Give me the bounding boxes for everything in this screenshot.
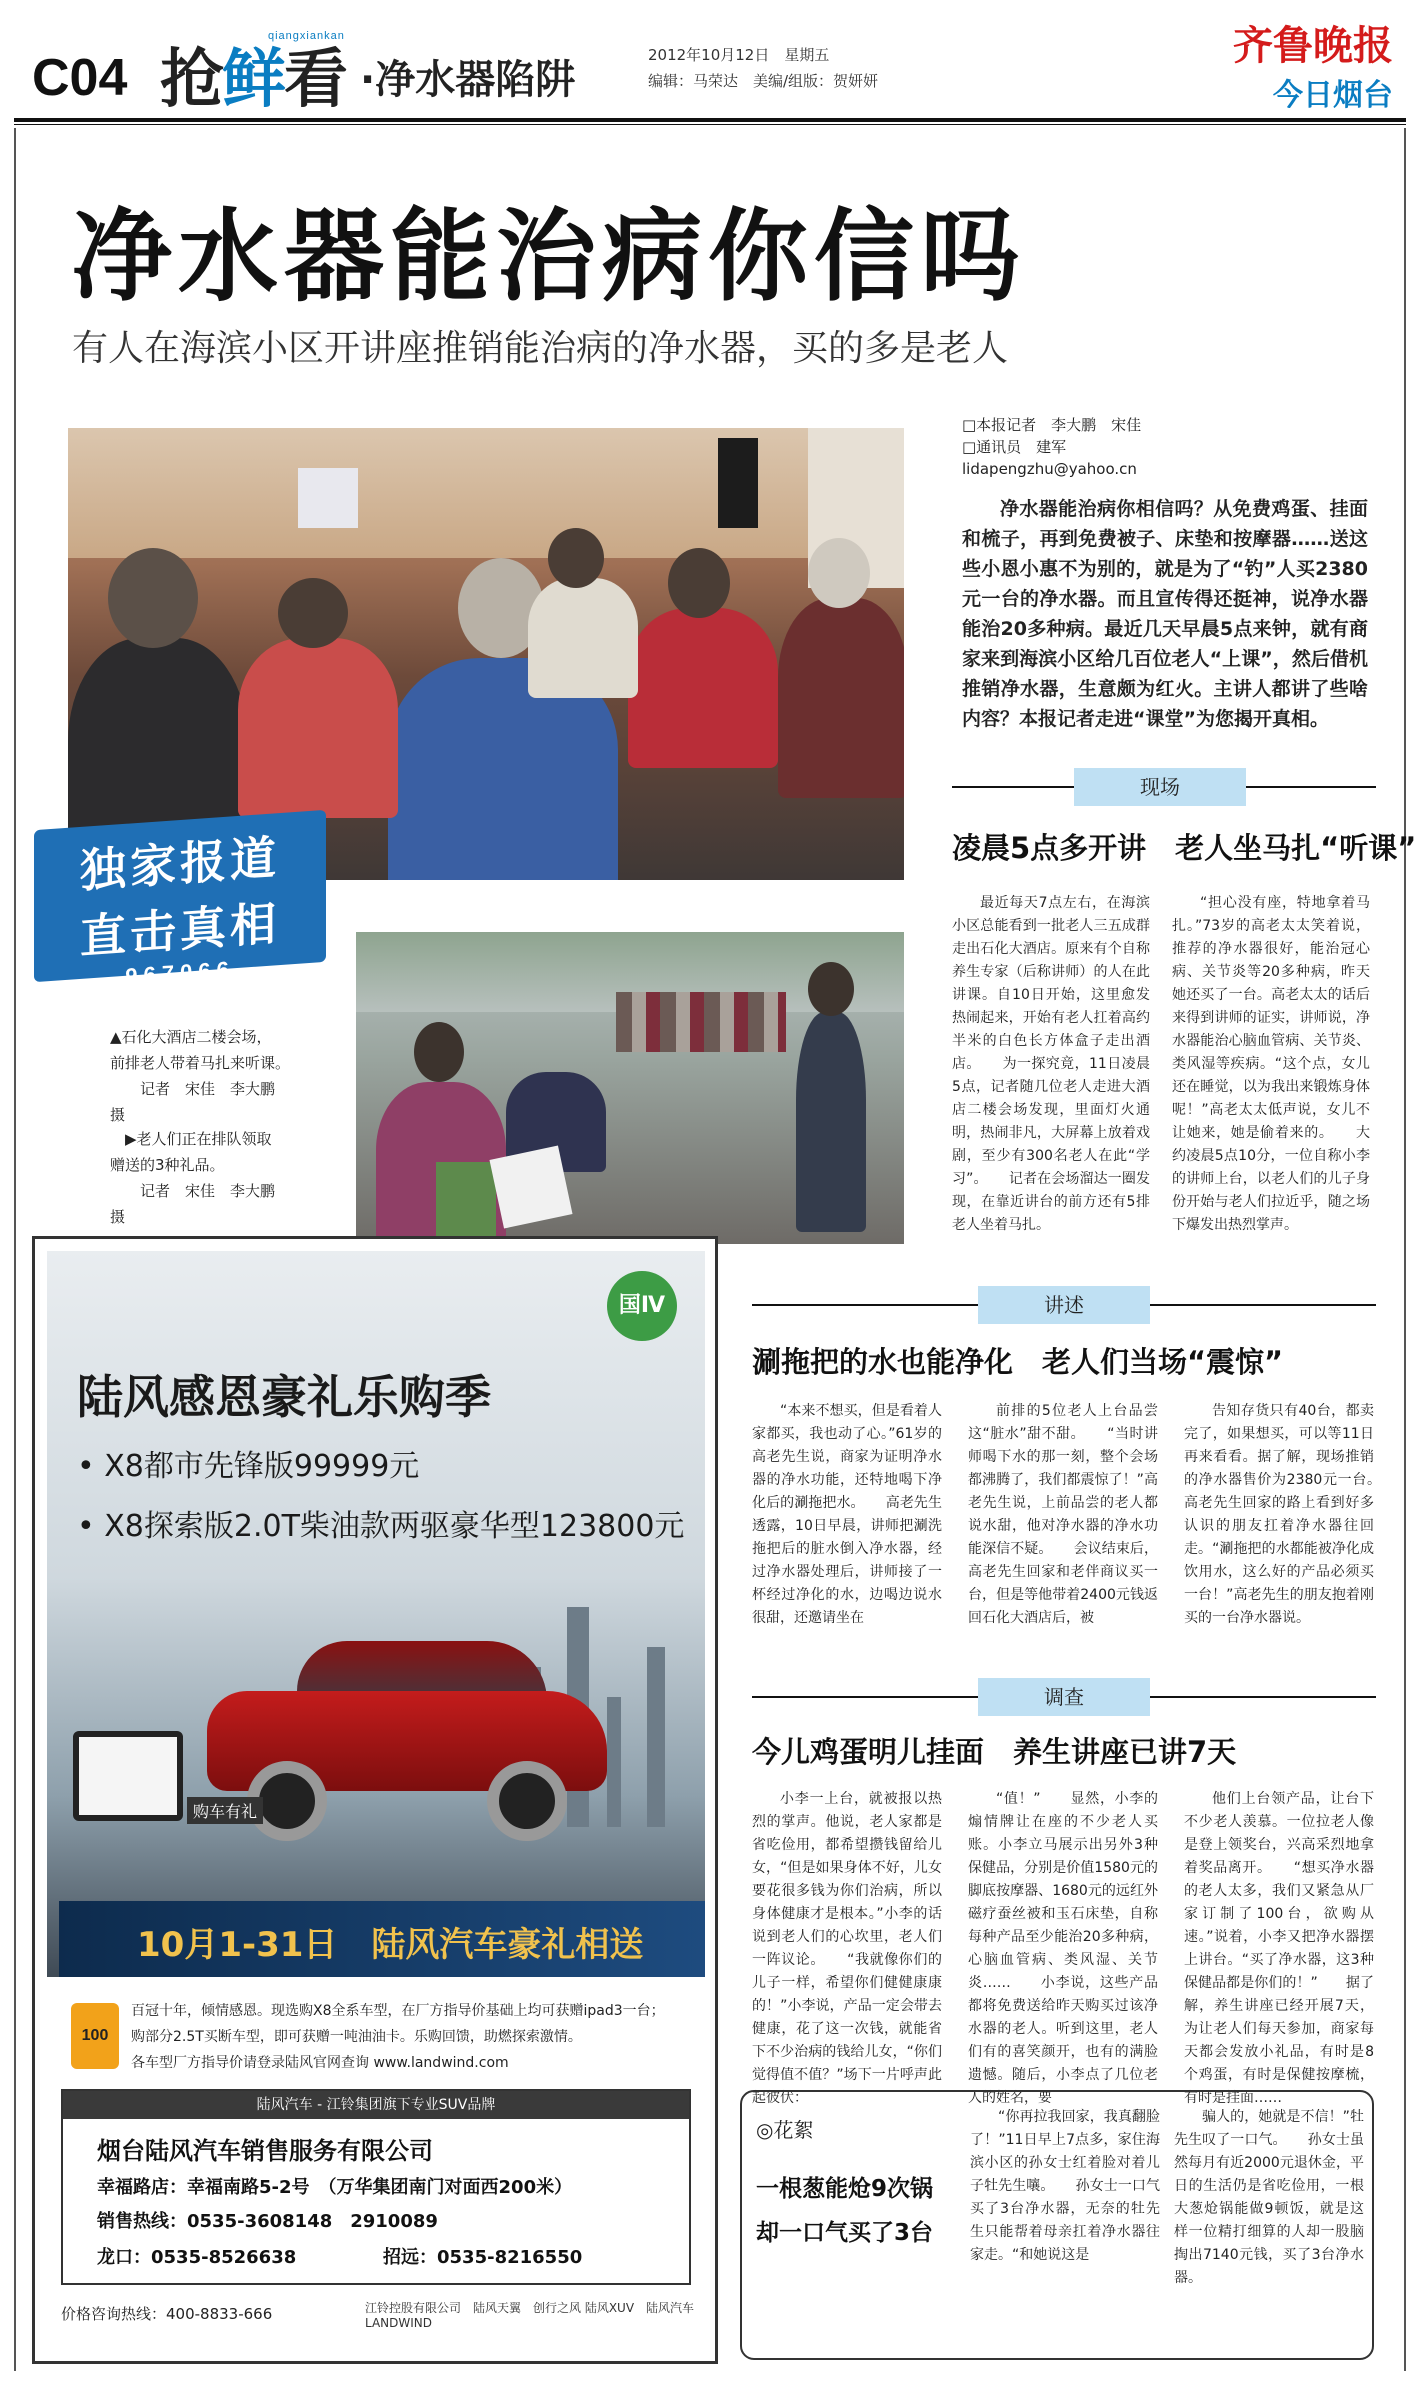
section-label-investigation: 调查: [978, 1678, 1150, 1716]
caption-line: 摄: [110, 1208, 126, 1226]
photo-gift-box: [489, 1145, 572, 1228]
sidebar-col2: 骗人的，她就是不信！”牡先生叹了一口气。 孙女士虽然每月有近2000元退休金，平日的生活仍是省吃俭用，一根大葱炝锅能做9顿饭，就是这样一位精打细算的人却一股脑掏出7140元钱，买了3台净水器。: [1174, 2109, 1364, 2286]
photo2-caption: [110, 1126, 275, 1230]
photo-figure-head: [278, 578, 348, 648]
photo-figure: [796, 1012, 866, 1232]
photo-figure-head: [414, 1022, 464, 1082]
paper-name: 齐鲁晚报: [1233, 22, 1393, 69]
ad-para-line: 各车型厂方指导价请登录陆风官网查询 www.landwind.com: [131, 2055, 509, 2071]
car-advertisement: [32, 1236, 718, 2364]
caption-line: ▶老人们正在排队领取: [110, 1130, 272, 1148]
section-label-scene: 现场: [1074, 768, 1246, 806]
dealer-box: [61, 2089, 691, 2285]
promo-bar-text: 10月1-31日 陆风汽车豪礼相送: [137, 1925, 644, 1965]
ad-price-line2: • X8探索版2.0T柴油款两驱豪华型123800元: [77, 1509, 685, 1544]
deck: 有人在海滨小区开讲座推销能治病的净水器，买的多是老人: [72, 328, 1009, 369]
dealer-header: 陆风汽车 - 江铃集团旗下专业SUV品牌: [63, 2091, 689, 2119]
lecture-hall-photo: [68, 428, 904, 880]
section-label-account: 讲述: [978, 1286, 1150, 1324]
section-account-col1: “本来不想买，但是看着人家都买，我也动了心。”61岁的高老先生说，商家为证明净水器的净水功能，还特地喝下净化后的涮拖把水。 高老先生透露，10日早晨，讲师把涮洗拖把后的脏水倒入净水器，经过净水器处理后，讲师接了一杯经过净化的水，边喝边说水很甜，还邀请坐在: [752, 1403, 942, 1626]
anniversary-logo: 100: [71, 2003, 119, 2069]
photo-figure-head: [548, 528, 604, 588]
lede: 净水器能治病你相信吗？从免费鸡蛋、挂面和梳子，再到免费被子、床垫和按摩器……送这些小恩小惠不为别的，就是为了“钓”人买2380元一台的净水器。而且宣传得还挺神，说净水器能治20多种病。最近几天早晨5点来钟，就有商家来到海滨小区给几百位老人“上课”，然后借机推销净水器，生意颇为红火。主讲人都讲了些啥内容？本报记者走进“课堂”为您揭开真相。: [962, 498, 1368, 730]
ad-price-line1: • X8都市先锋版99999元: [77, 1449, 420, 1484]
edition-name: 今日烟台: [1273, 78, 1393, 113]
caption-line: 记者 宋佳 李大鹏: [110, 1080, 276, 1098]
photo-figure-head: [808, 962, 854, 1016]
photo-wall: [68, 428, 904, 558]
byline: [962, 414, 1141, 480]
photo-gift-box: [436, 1162, 496, 1242]
photo-figure-head: [808, 538, 870, 608]
car-wheel: [487, 1761, 567, 1841]
caption-line: ▲石化大酒店二楼会场，: [110, 1028, 272, 1046]
ad-title: 陆风感恩豪礼乐购季: [77, 1370, 491, 1424]
date-line: 2012年10月12日 星期五: [648, 46, 830, 64]
photo-figure: [628, 608, 778, 768]
masthead-rule: [14, 118, 1406, 122]
dealer-address: 幸福路店：幸福南路5-2号 （万华集团南门对面西200米）: [97, 2177, 573, 2198]
sidebar-headline2: 却一口气买了3台: [756, 2220, 934, 2246]
section-investigation-col3: 他们上台领产品，让台下不少老人羡慕。一位拉老人像是登上领奖台，兴高采烈地拿着奖品离开。 “想买净水器的老人太多，我们又紧急从厂家订制了100台，欲购从速。”说着，小李又把净水器摆上讲台。“买了净水器，这3种保健品都是你们的！” 据了解，养生讲座已经开展7天，为让老人们每天参加，商家每天都会发放小礼品，有时是8个鸡蛋，有时是保健按摩梳，有时是挂面……: [1184, 1791, 1374, 2106]
badge-line2: 直击真相: [80, 896, 280, 964]
page-number: C04: [32, 49, 128, 107]
column-brand-pinyin: qiangxiankan: [268, 30, 345, 42]
section-investigation-col2: “值！” 显然，小李的煽情牌让在座的不少老人买账。小李立马展示出另外3种保健品，分别是价值1580元的脚底按摩器、1680元的远红外磁疗蚕丝被和玉石床垫，自称每种产品至少能治20多种病，心脑血管病、类风湿、关节炎…… 小李说，这些产品都将免费送给昨天购买过该净水器的老人。听到这里，老人们有的喜笑颜开，也有的满脸遗憾。随后，小李点了几位老人的姓名，要: [968, 1791, 1158, 2106]
ad-para-line: 购部分2.5T买断车型，即可获赠一吨油油卡。乐购回馈，助燃探索激情。: [131, 2029, 582, 2045]
section-account-col3: 告知存货只有40台，都卖完了，如果想买，可以等11日再来看看。据了解，现场推销的净水器售价为2380元一台。 高老先生回家的路上看到好多认识的朋友扛着净水器往回走。“涮拖把的水都能被净化成饮用水，这么好的产品必须买一台！”高老先生的朋友抱着刚买的一台净水器说。: [1184, 1403, 1402, 1626]
photo-figure: [778, 598, 904, 798]
photo-figure-head: [668, 548, 730, 618]
badge-hotline: 967066: [125, 956, 235, 989]
ad-hero: [47, 1251, 705, 1977]
byline-email: lidapengzhu@yahoo.cn: [962, 460, 1137, 478]
photo1-caption: [110, 1024, 290, 1128]
gift-tag: 购车有礼: [187, 1797, 263, 1824]
caption-line: 赠送的3种礼品。: [110, 1156, 225, 1174]
caption-line: 摄: [110, 1106, 126, 1124]
badge-line1: 独家报道: [80, 830, 280, 898]
sidebar-tag: ◎花絮: [756, 2118, 814, 2142]
photo-figure: [528, 578, 638, 698]
photo-figure: [238, 638, 398, 818]
section-scene-col1: 最近每天7点左右，在海滨小区总能看到一批老人三五成群走出石化大酒店。原来有个自称养生专家（后称讲师）的人在此讲课。自10日开始，这里愈发热闹起来，开始有老人扛着高约半米的白色长方体盒子走出酒店。 为一探究竟，11日凌晨5点，记者随几位老人走进大酒店二楼会场发现，里面灯火通明，热闹非凡，大屏幕上放着戏剧，至少有300名老人在此“学习”。 记者在会场溜达一圈发现，在靠近讲台的前方还有5排老人坐着马扎。: [952, 895, 1150, 1233]
masthead-rule-thin: [14, 124, 1406, 125]
section-subhead-scene: 凌晨5点多开讲 老人坐马扎“听课”: [952, 831, 1417, 865]
caption-line: 前排老人带着马扎来听课。: [110, 1054, 291, 1072]
sidebar-col1: “你再拉我回家，我真翻脸了！”11日早上7点多，家住海滨小区的孙女士红着脸对着儿子牡先生嚷。 孙女士一口气买了3台净水器，无奈的牡先生只能帮着母亲扛着净水器往家走。“和她说这是: [970, 2109, 1160, 2263]
section-subhead-investigation: 今儿鸡蛋明儿挂面 养生讲座已讲7天: [752, 1735, 1237, 1769]
ad-para-line: 百冠十年，倾情感恩。现选购X8全系车型，在厂方指导价基础上均可获赠ipad3一台；: [131, 2003, 665, 2019]
column-topic: ·净水器陷阱: [360, 57, 576, 103]
brand-logos: 江铃控股有限公司 陆风天翼 创行之风 陆风XUV 陆风汽车 LANDWIND: [365, 2301, 695, 2330]
city-tower: [647, 1647, 665, 1827]
headline: 净水器能治病你信吗: [72, 198, 1026, 315]
byline-correspondent: □通讯员 建军: [962, 438, 1067, 456]
dealer-zhaoyuan: 招远：0535-8216550: [383, 2247, 583, 2268]
price-hotline: 价格咨询热线：400-8833-666: [61, 2305, 273, 2323]
photo-sign: [298, 468, 358, 528]
section-investigation-col1: 小李一上台，就被报以热烈的掌声。他说，老人家都是省吃俭用，都希望攒钱留给儿女，“但是如果身体不好，儿女要花很多钱为你们治病，所以身体健康才是根本。”小李的话说到老人们的心坎里，老人们一阵议论。 “我就像你们的儿子一样，希望你们健健康康的！”小李说，产品一定会带去健康，花了这一次钱，就能省下不少治病的钱给儿女，“你们觉得值不值？”场下一片呼声此起彼伏：: [752, 1791, 942, 2106]
emission-badge: 国Ⅳ: [607, 1271, 677, 1341]
dealer-sales: 销售热线：0535-3608148 2910089: [97, 2211, 438, 2232]
exclusive-report-badge: [34, 810, 326, 989]
section-account-col2: 前排的5位老人上台品尝这“脏水”甜不甜。 “当时讲师喝下水的那一刻，整个会场都沸腾了，我们都震惊了！”高老先生说，上前品尝的老人都说水甜，他对净水器的净水功能深信不疑。 会议结束后，高老先生回家和老伴商议买一台，但是等他带着2400元钱返回石化大酒店后，被: [968, 1403, 1158, 1626]
editors-line: 编辑：马荣达 美编/组版：贺妍妍: [648, 72, 879, 90]
gift-queue-photo: [356, 932, 904, 1244]
byline-reporters: □本报记者 李大鹏 宋佳: [962, 416, 1142, 434]
photo-speaker: [718, 438, 758, 528]
sidebar-box: [740, 2090, 1374, 2360]
sidebar-headline1: 一根葱能炝9次锅: [756, 2176, 934, 2202]
photo-figure-head: [108, 548, 198, 648]
dealer-name: 烟台陆风汽车销售服务有限公司: [97, 2137, 433, 2165]
dealer-longkou: 龙口：0535-8526638: [97, 2247, 297, 2268]
column-brand: 抢鲜看: [160, 43, 346, 117]
ipad-icon: [73, 1731, 183, 1821]
section-scene-col2: “担心没有座，特地拿着马扎。”73岁的高老太太笑着说，推荐的净水器很好，能治冠心病、关节炎等20多种病，昨天她还买了一台。高老太太的话后来得到讲师的证实，讲师说，净水器能治心脑血管病、关节炎、类风湿等疾病。“这个点，女儿还在睡觉，以为我出来锻炼身体呢！”高老太太低声说，女儿不让她来，她是偷着来的。 大约凌晨5点10分，一位自称小李的讲师上台，以老人们的儿子身份开始与老人们拉近乎，随之场下爆发出热烈掌声。: [1172, 895, 1370, 1233]
photo-crowd: [616, 992, 786, 1052]
masthead: [0, 0, 1417, 128]
caption-line: 记者 宋佳 李大鹏: [110, 1182, 276, 1200]
section-subhead-account: 涮拖把的水也能净化 老人们当场“震惊”: [752, 1345, 1284, 1379]
